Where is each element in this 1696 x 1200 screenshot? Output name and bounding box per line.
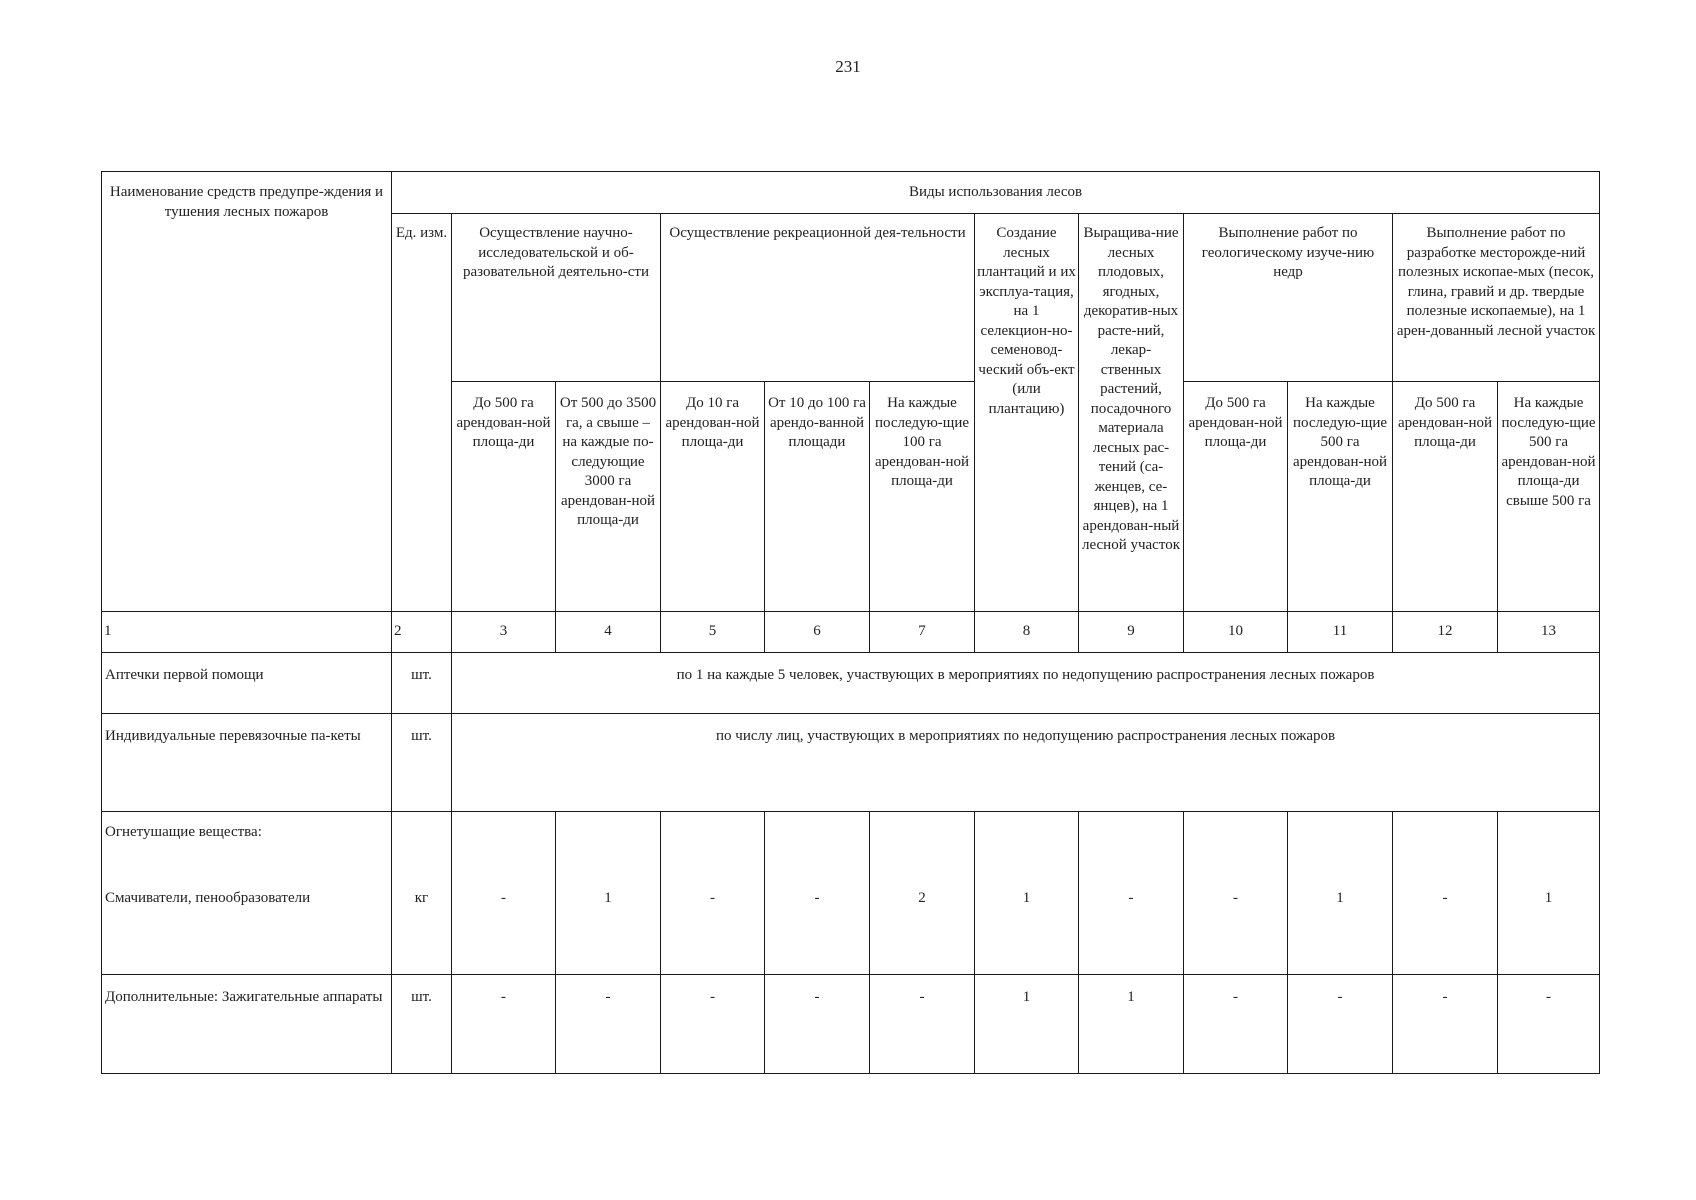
subheader-col4: От 500 до 3500 га, а свыше – на каждые по-следующие 3000 га арендован-ной площа-ди	[556, 382, 661, 612]
table-row	[102, 653, 1600, 714]
header-recreation: Осуществление рекреационной дея-тельности	[661, 214, 975, 382]
table-cell: -	[1288, 975, 1393, 1074]
table-cell: -	[452, 975, 556, 1074]
row-name: Аптечки первой помощи	[102, 653, 392, 714]
column-number: 2	[392, 612, 452, 653]
column-numbers-row	[102, 612, 1600, 653]
row-name: Дополнительные: Зажигательные аппараты	[102, 975, 392, 1074]
column-number: 7	[870, 612, 975, 653]
table-cell: 1	[1288, 812, 1393, 975]
column-number: 4	[556, 612, 661, 653]
table-cell: 1	[975, 812, 1079, 975]
column-number: 5	[661, 612, 765, 653]
forest-fire-equipment-table	[101, 171, 1600, 1074]
subheader-col13: На каждые последую-щие 500 га арендован-ной площа-ди свыше 500 га	[1498, 382, 1600, 612]
subheader-col6: От 10 до 100 га арендо-ванной площади	[765, 382, 870, 612]
row-group-title: Огнетушащие вещества:	[105, 824, 262, 840]
subheader-col7: На каждые последую-щие 100 га арендован-ной площа-ди	[870, 382, 975, 612]
table-cell: -	[1393, 812, 1498, 975]
table-row	[102, 812, 1600, 975]
table-cell: -	[452, 812, 556, 975]
column-number: 8	[975, 612, 1079, 653]
header-plantations: Создание лесных плантаций и их эксплуа-тация, на 1 селекцион-но-семеновод-ческий объ-ект (или плантацию)	[975, 214, 1079, 612]
subheader-col3: До 500 га арендован-ной площа-ди	[452, 382, 556, 612]
subheader-col10: До 500 га арендован-ной площа-ди	[1184, 382, 1288, 612]
row-unit: шт.	[392, 975, 452, 1074]
header-growing: Выращива-ние лесных плодовых, ягодных, декоратив-ных расте-ний, лекар-ственных растений, посадочного материала лесных рас-тений (са-женцев, се-янцев), на 1 арендован-ный лесной участок	[1079, 214, 1184, 612]
table-cell: -	[765, 975, 870, 1074]
table-cell: -	[1184, 975, 1288, 1074]
table-cell: 1	[1498, 812, 1600, 975]
table-cell: -	[870, 975, 975, 1074]
subheader-col11: На каждые последую-щие 500 га арендован-ной площа-ди	[1288, 382, 1393, 612]
table-cell: 1	[556, 812, 661, 975]
row-name	[102, 812, 392, 975]
column-number: 1	[102, 612, 392, 653]
column-number: 3	[452, 612, 556, 653]
subheader-col5: До 10 га арендован-ной площа-ди	[661, 382, 765, 612]
header-unit: Ед. изм.	[392, 214, 452, 612]
header-geology: Выполнение работ по геологическому изуче-нию недр	[1184, 214, 1393, 382]
table-cell: 2	[870, 812, 975, 975]
header-research: Осуществление научно-исследовательской и об-разовательной деятельно-сти	[452, 214, 661, 382]
header-name-column: Наименование средств предупре-ждения и тушения лесных пожаров	[102, 172, 392, 612]
table-cell: -	[1184, 812, 1288, 975]
table-cell: -	[661, 812, 765, 975]
row-note: по 1 на каждые 5 человек, участвующих в мероприятиях по недопущению распространения лесных пожаров	[452, 653, 1600, 714]
row-unit: шт.	[392, 653, 452, 714]
page-number: 231	[835, 57, 861, 76]
row-unit: шт.	[392, 714, 452, 812]
row-unit: кг	[392, 812, 452, 975]
column-number: 11	[1288, 612, 1393, 653]
row-item-name: Смачиватели, пенообразователи	[105, 889, 311, 906]
header-forest-use: Виды использования лесов	[392, 172, 1600, 214]
table-cell: -	[556, 975, 661, 1074]
subheader-col12: До 500 га арендован-ной площа-ди	[1393, 382, 1498, 612]
table-row	[102, 975, 1600, 1074]
row-name: Индивидуальные перевязочные па-кеты	[102, 714, 392, 812]
table-cell: -	[1498, 975, 1600, 1074]
column-number: 6	[765, 612, 870, 653]
table-cell: 1	[975, 975, 1079, 1074]
table-cell: -	[661, 975, 765, 1074]
row-note: по числу лиц, участвующих в мероприятиях по недопущению распространения лесных пожаров	[452, 714, 1600, 812]
table-cell: 1	[1079, 975, 1184, 1074]
column-number: 12	[1393, 612, 1498, 653]
table-cell: -	[765, 812, 870, 975]
column-number: 9	[1079, 612, 1184, 653]
table-cell: -	[1079, 812, 1184, 975]
column-number: 13	[1498, 612, 1600, 653]
table-cell: -	[1393, 975, 1498, 1074]
column-number: 10	[1184, 612, 1288, 653]
table-row	[102, 714, 1600, 812]
header-mining: Выполнение работ по разработке месторожде-ний полезных ископае-мых (песок, глина, гравий и др. твердые полезные ископаемые), на 1 арен-дованный лесной участок	[1393, 214, 1600, 382]
